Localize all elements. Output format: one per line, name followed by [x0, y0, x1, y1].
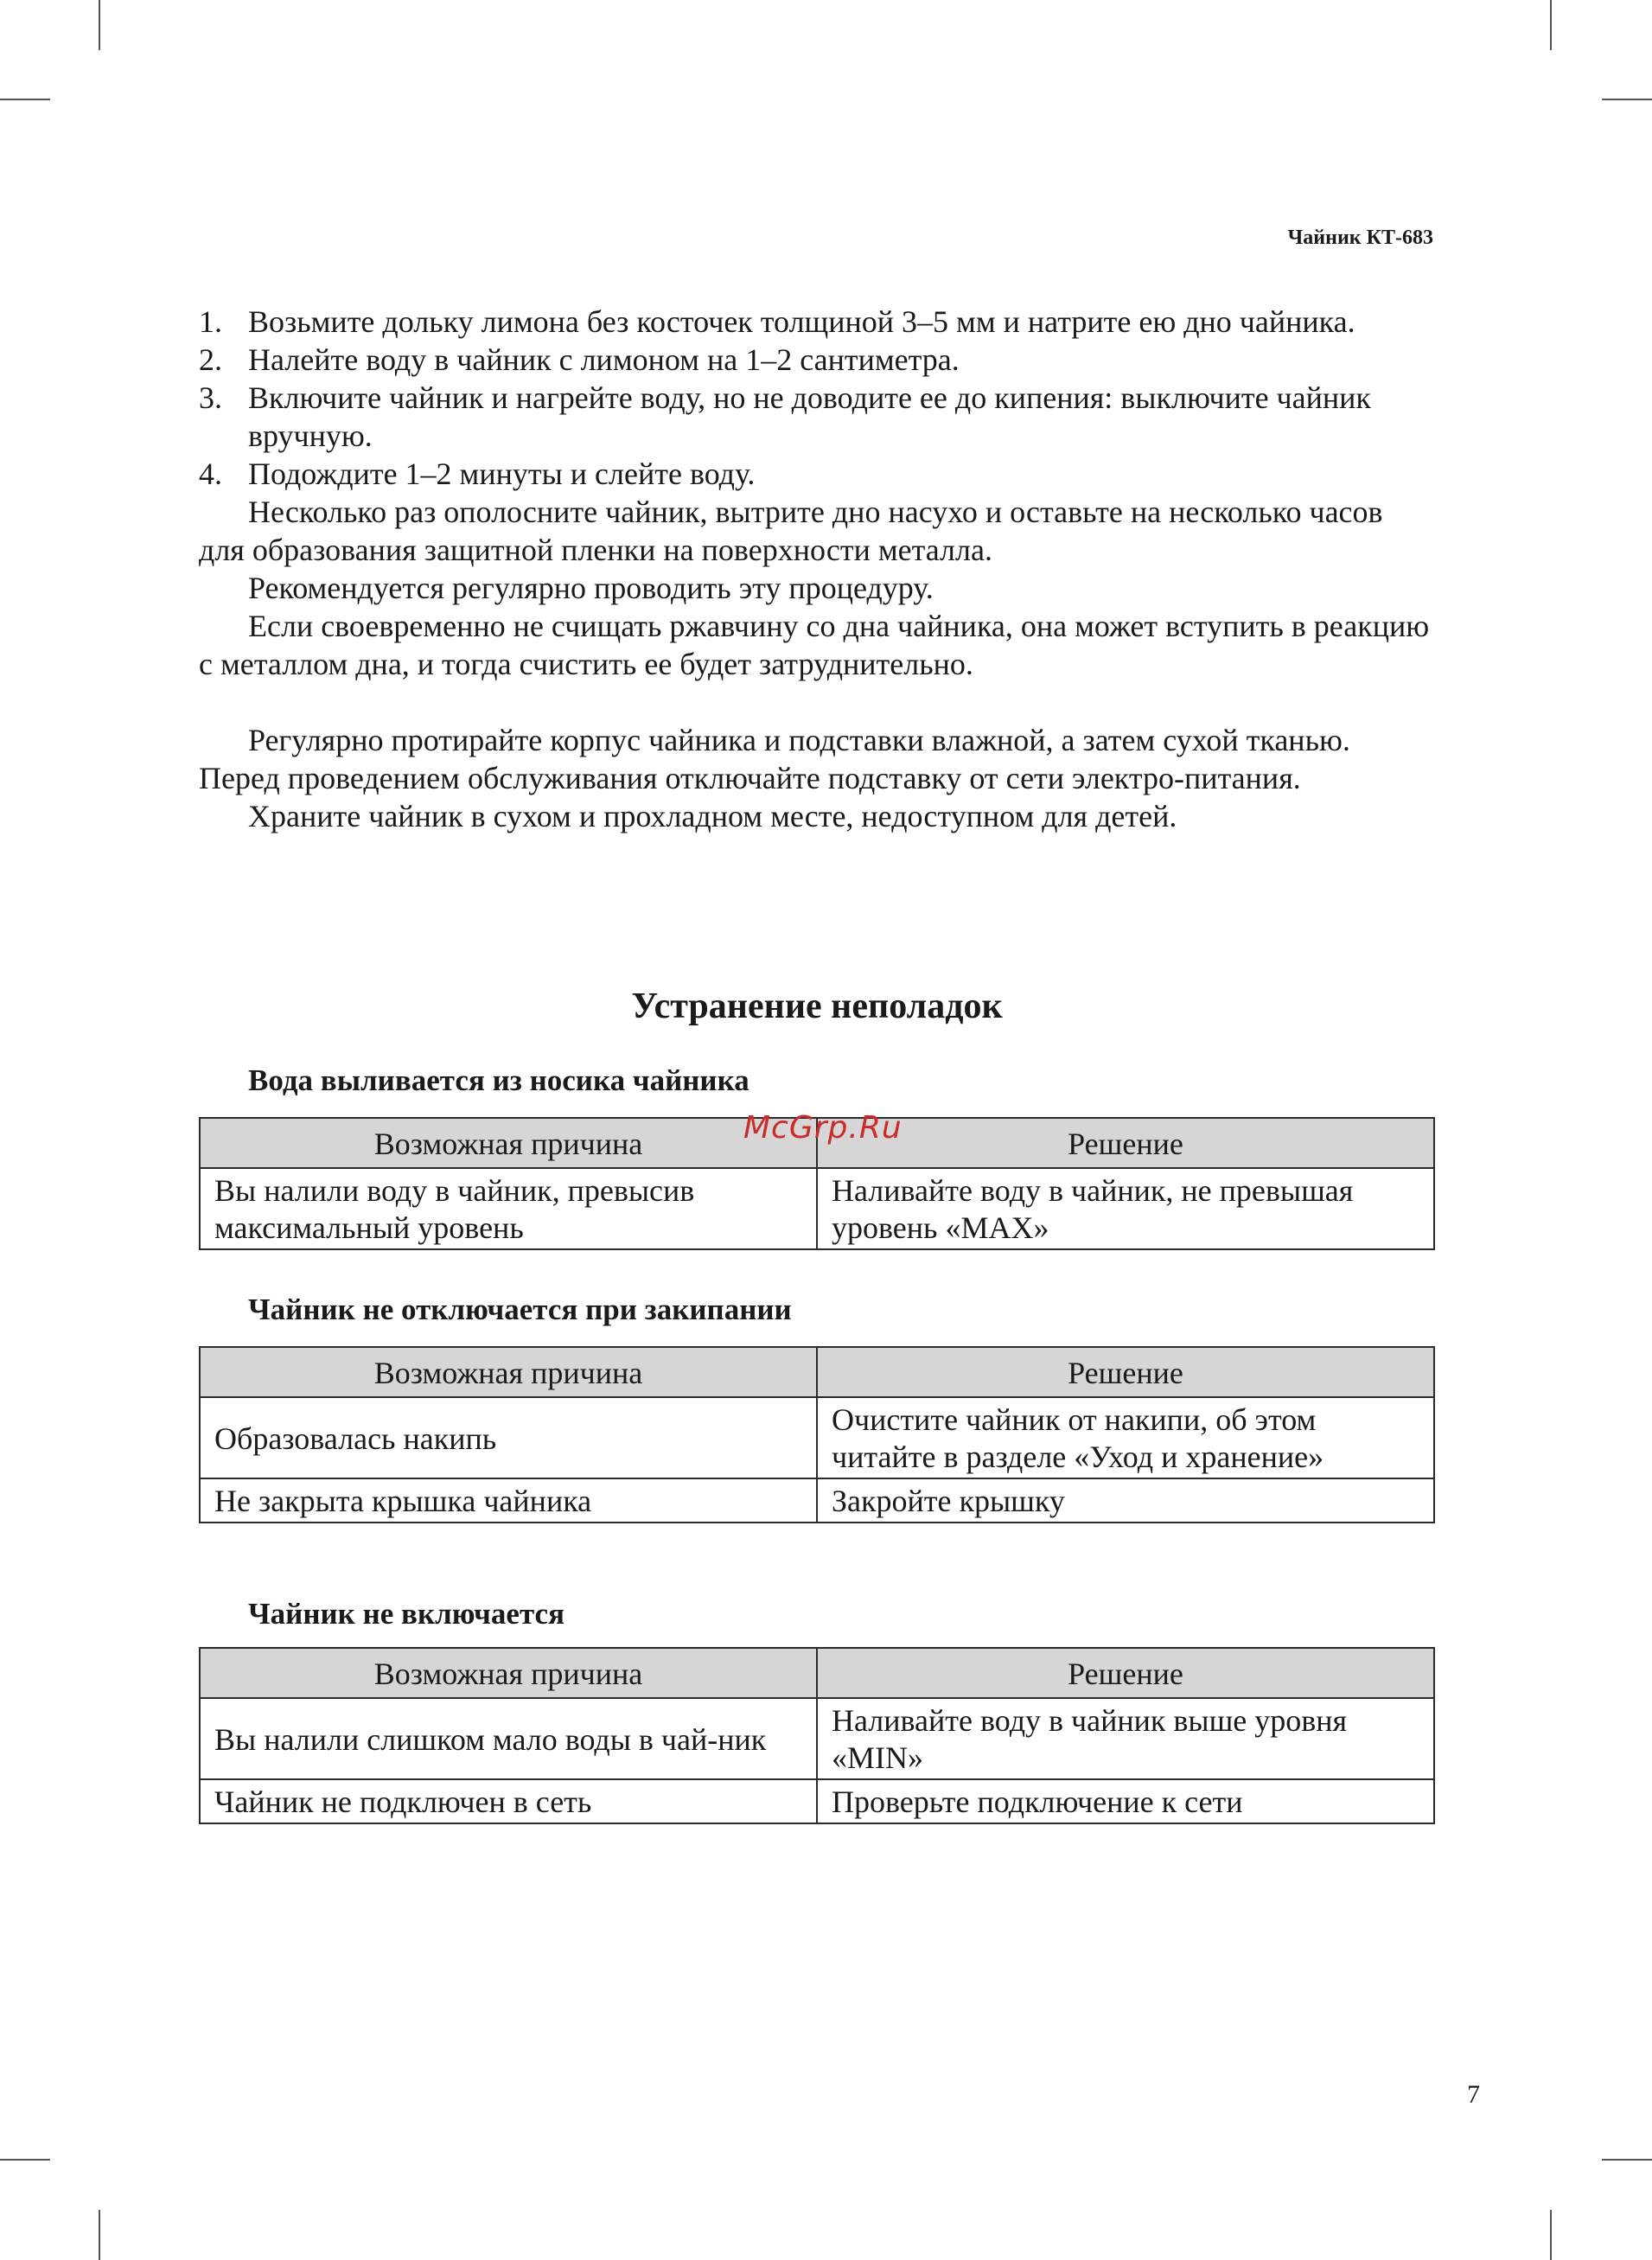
header-solution: Решение	[817, 1118, 1434, 1168]
paragraph-wipe: Регулярно протирайте корпус чайника и подставки влажной, а затем сухой тканью. Перед проведением обслуживания отключайте подставку от сети электро-питания.	[199, 723, 1350, 795]
crop-mark-top-right-h	[1602, 99, 1652, 100]
header-solution: Решение	[817, 1347, 1434, 1397]
crop-mark-top-right	[1550, 0, 1552, 50]
table-title-no-power: Чайник не включается	[248, 1597, 565, 1631]
crop-mark-top-left-h	[0, 99, 50, 100]
steps-list	[199, 303, 1435, 493]
step-text: Налейте воду в чайник с лимоном на 1–2 сантиметра.	[248, 342, 960, 377]
list-item	[199, 379, 1435, 455]
running-header: Чайник КТ-683	[1287, 227, 1433, 249]
step-number: 2.	[199, 342, 222, 377]
paragraph-storage: Храните чайник в сухом и прохладном месте, недоступном для детей.	[248, 799, 1177, 833]
table-row	[200, 1698, 1434, 1779]
crop-mark-bottom-right-h	[1602, 2159, 1652, 2161]
list-item	[199, 341, 1435, 379]
table-row	[200, 1397, 1434, 1478]
paragraph-rinse: Несколько раз ополосните чайник, вытрите дно насухо и оставьте на несколько часов для образования защитной пленки на поверхности металла.	[199, 495, 1383, 567]
spacer	[199, 683, 1435, 721]
list-item	[199, 303, 1435, 341]
troubleshoot-table-no-shutoff	[199, 1346, 1435, 1523]
crop-mark-bottom-left-h	[0, 2159, 50, 2161]
step-text: Возьмите дольку лимона без косточек толщиной 3–5 мм и натрите ею дно чайника.	[248, 304, 1355, 339]
paragraph-recommend: Рекомендуется регулярно проводить эту процедуру.	[248, 571, 934, 605]
header-solution: Решение	[817, 1648, 1434, 1698]
cause-cell: Вы налили слишком мало воды в чай-ник	[200, 1698, 817, 1779]
solution-cell: Закройте крышку	[817, 1478, 1434, 1523]
troubleshoot-table-no-power	[199, 1647, 1435, 1824]
section-title: Устранение неполадок	[631, 986, 1003, 1026]
header-cause: Возможная причина	[200, 1118, 817, 1168]
cause-cell: Не закрыта крышка чайника	[200, 1478, 817, 1523]
step-number: 4.	[199, 456, 222, 491]
crop-mark-bottom-left	[99, 2210, 100, 2260]
solution-cell: Проверьте подключение к сети	[817, 1779, 1434, 1823]
solution-cell: Очистите чайник от накипи, об этом читайте в разделе «Уход и хранение»	[817, 1397, 1434, 1478]
watermark: McGrp.Ru	[743, 1110, 903, 1146]
step-number: 1.	[199, 304, 222, 339]
solution-cell: Наливайте воду в чайник выше уровня «MIN»	[817, 1698, 1434, 1779]
table-header-row	[200, 1347, 1434, 1397]
table-row	[200, 1779, 1434, 1823]
crop-mark-top-left	[99, 0, 100, 50]
paragraph-rust: Если своевременно не счищать ржавчину со дна чайника, она может вступить в реакцию с металлом дна, и тогда счистить ее будет затруднительно.	[199, 609, 1430, 681]
step-number: 3.	[199, 380, 222, 415]
table-header-row	[200, 1648, 1434, 1698]
table-row	[200, 1478, 1434, 1523]
header-cause: Возможная причина	[200, 1648, 817, 1698]
step-text: Подождите 1–2 минуты и слейте воду.	[248, 456, 756, 491]
list-item	[199, 455, 1435, 493]
table-title-no-shutoff: Чайник не отключается при закипании	[248, 1293, 792, 1326]
cause-cell: Вы налили воду в чайник, превысив максимальный уровень	[200, 1168, 817, 1249]
crop-mark-bottom-right	[1550, 2210, 1552, 2260]
table-title-leak: Вода выливается из носика чайника	[248, 1063, 749, 1097]
cause-cell: Образовалась накипь	[200, 1397, 817, 1478]
step-text: Включите чайник и нагрейте воду, но не доводите ее до кипения: выключите чайник вручную.	[248, 380, 1371, 453]
solution-cell: Наливайте воду в чайник, не превышая уровень «MAX»	[817, 1168, 1434, 1249]
page-number: 7	[1467, 2080, 1480, 2109]
header-cause: Возможная причина	[200, 1347, 817, 1397]
table-row	[200, 1168, 1434, 1249]
cause-cell: Чайник не подключен в сеть	[200, 1779, 817, 1823]
